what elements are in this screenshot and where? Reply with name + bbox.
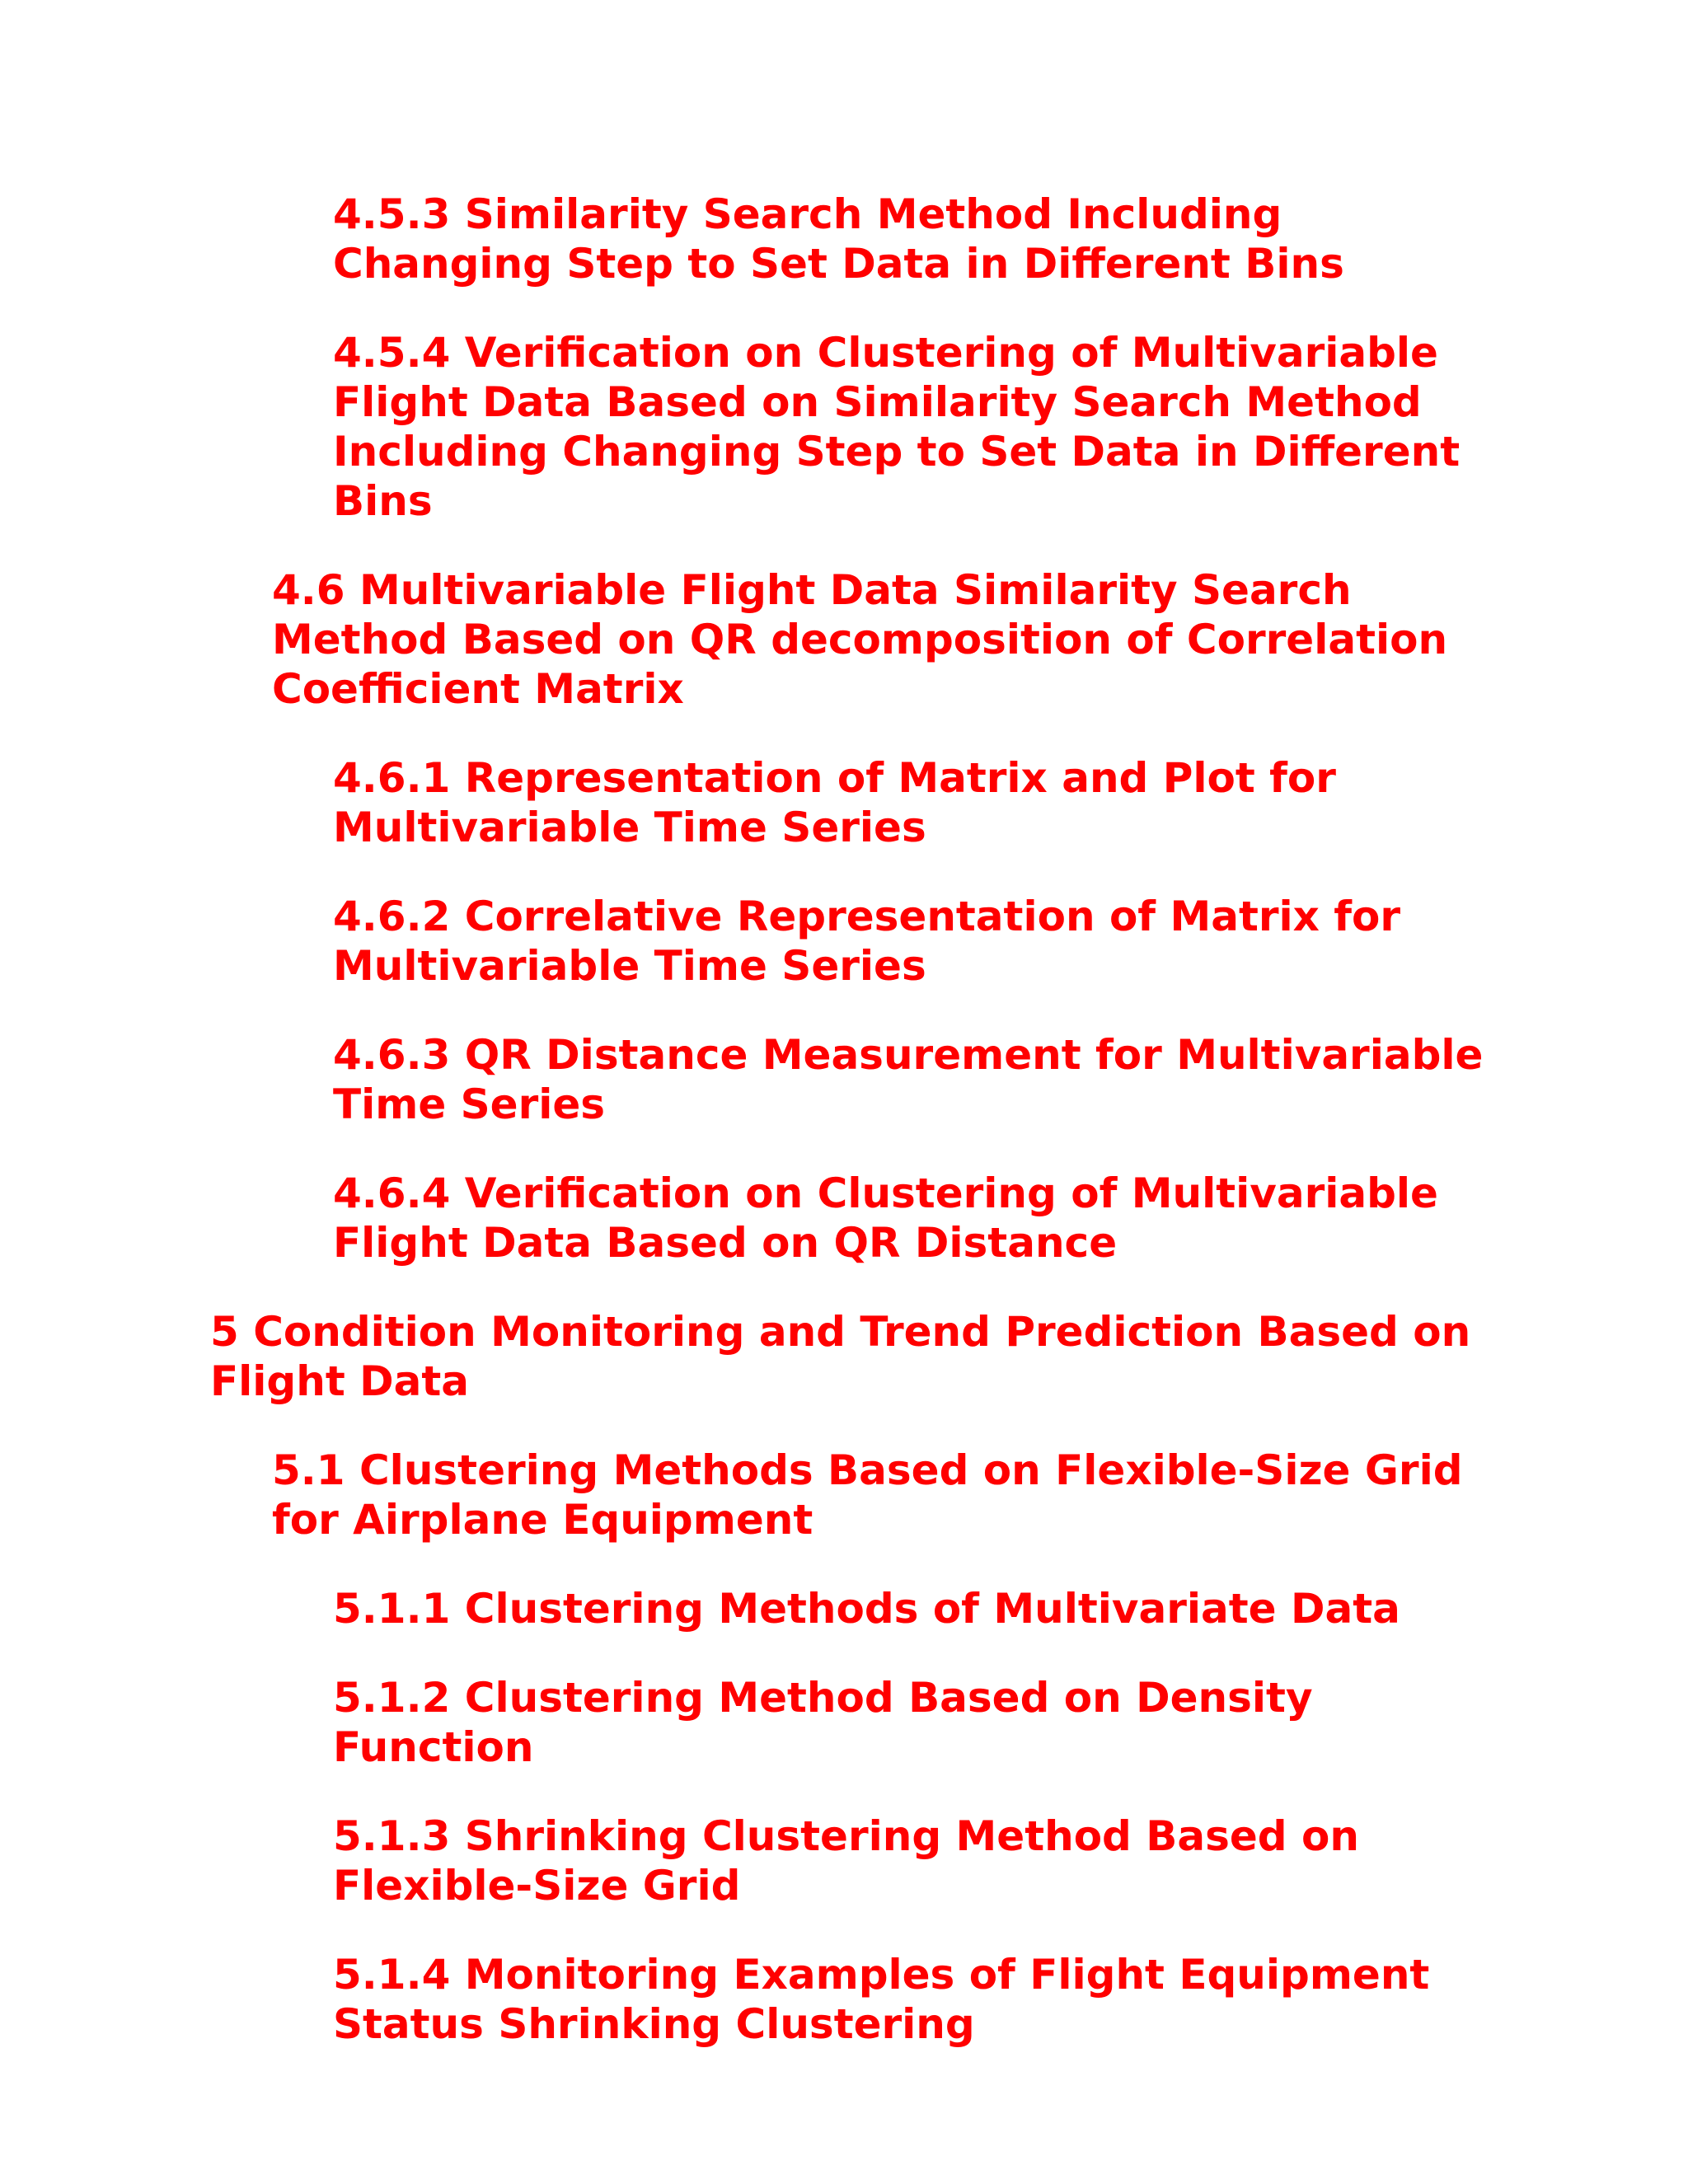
toc-entry-4-5-4[interactable]: 4.5.4 Verification on Clustering of Multivariable Flight Data Based on Similarity Search Method Including Changing Step to Set Data in Different Bins xyxy=(333,329,1461,525)
toc-entry-5-1-1[interactable]: 5.1.1 Clustering Methods of Multivariate Data xyxy=(333,1585,1400,1633)
toc-entry-4-6-2[interactable]: 4.6.2 Correlative Representation of Matrix for Multivariable Time Series xyxy=(333,893,1401,990)
toc-entry-4-6-4[interactable]: 4.6.4 Verification on Clustering of Multivariable Flight Data Based on QR Distance xyxy=(333,1169,1438,1267)
toc-entry-5-1[interactable]: 5.1 Clustering Methods Based on Flexible-Size Grid for Airplane Equipment xyxy=(272,1446,1463,1544)
table-of-contents xyxy=(0,190,1688,2088)
toc-entry-5-1-2[interactable]: 5.1.2 Clustering Method Based on Density Function xyxy=(333,1674,1313,1771)
toc-entry-5-1-4[interactable]: 5.1.4 Monitoring Examples of Flight Equipment Status Shrinking Clustering xyxy=(333,1951,1430,2048)
toc-entry-5-1-3[interactable]: 5.1.3 Shrinking Clustering Method Based on Flexible-Size Grid xyxy=(333,1812,1359,1910)
toc-entry-5[interactable]: 5 Condition Monitoring and Trend Prediction Based on Flight Data xyxy=(210,1308,1471,1405)
toc-entry-4-6[interactable]: 4.6 Multivariable Flight Data Similarity Search Method Based on QR decomposition of Correlation Coefficient Matrix xyxy=(272,566,1448,713)
toc-entry-4-6-3[interactable]: 4.6.3 QR Distance Measurement for Multivariable Time Series xyxy=(333,1031,1484,1128)
toc-entry-4-6-1[interactable]: 4.6.1 Representation of Matrix and Plot for Multivariable Time Series xyxy=(333,754,1336,851)
toc-entry-4-5-3[interactable]: 4.5.3 Similarity Search Method Including Changing Step to Set Data in Different Bins xyxy=(333,190,1344,288)
